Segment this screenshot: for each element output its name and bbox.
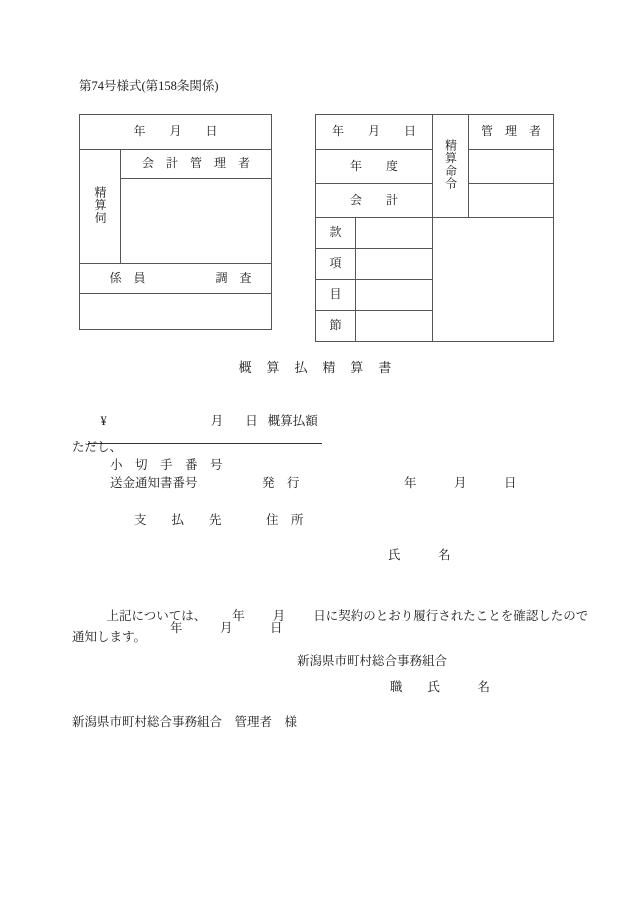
paragraph-year: 年 <box>232 609 245 624</box>
table-row <box>80 150 272 179</box>
issue-date-label: 年 月 日 <box>404 476 517 490</box>
accounting-manager-header: 会 計 管 理 者 <box>121 150 272 179</box>
amount-description: 概算払額 <box>267 413 318 428</box>
budget-label-setsu: 節 <box>316 311 356 342</box>
settlement-order-vertical-text: 精算命令 <box>443 139 458 190</box>
left-date-header: 年 月 日 <box>80 115 272 150</box>
form-number: 第74号様式(第158条関係) <box>79 79 219 93</box>
page-title: 概算払精算書 <box>238 360 407 375</box>
settlement-order-vertical-label <box>433 115 469 218</box>
paragraph-prefix: 上記については、 <box>106 609 207 624</box>
address-label: 住 所 <box>266 513 304 527</box>
right-date-header: 年 月 日 <box>316 115 433 150</box>
approximate-payment-amount-line <box>88 402 322 444</box>
budget-label-kan: 款 <box>316 218 356 249</box>
staff-inspection-row <box>80 264 272 294</box>
day-label: 日 <box>245 413 258 428</box>
signature-post-name-label: 職 氏 名 <box>390 680 491 694</box>
budget-label-moku: 目 <box>316 280 356 311</box>
payee-label: 支 払 先 <box>134 513 222 527</box>
table-row <box>80 294 272 330</box>
paragraph-line2: 通知します。 <box>72 629 147 644</box>
manager-seal-cell-1[interactable] <box>469 150 554 184</box>
paragraph-suffix: 日に契約のとおり履行されたことを確認したので <box>313 609 589 624</box>
table-row <box>316 218 554 249</box>
currency-symbol: ¥ <box>100 413 107 428</box>
addressee-line: 新潟県市町村総合事務組合 管理者 様 <box>72 715 298 729</box>
budget-value-moku[interactable] <box>356 280 433 311</box>
however-label: ただし、 <box>72 440 123 454</box>
check-number-label: 小 切 手 番 号 <box>110 458 223 472</box>
settlement-request-vertical-text: 精算伺 <box>93 186 107 224</box>
settlement-request-vertical-label <box>80 150 121 264</box>
budget-value-setsu[interactable] <box>356 311 433 342</box>
table-row <box>316 115 554 150</box>
notice-date-label: 年 月 日 <box>170 621 283 635</box>
staff-label: 係 員 <box>109 270 146 285</box>
signature-organization: 新潟県市町村総合事務組合 <box>297 654 448 668</box>
remittance-notice-label: 送金通知書番号 <box>110 476 198 490</box>
paragraph-month: 月 <box>272 609 286 624</box>
name-label: 氏 名 <box>388 548 451 562</box>
budget-label-kou: 項 <box>316 249 356 280</box>
fiscal-year-label: 年 度 <box>316 150 433 184</box>
table-row <box>80 115 272 150</box>
inspection-label: 調 査 <box>215 270 252 285</box>
accounting-manager-seal-cell[interactable] <box>121 179 272 264</box>
issue-label: 発 行 <box>262 476 300 490</box>
budget-value-kan[interactable] <box>356 218 433 249</box>
manager-seal-cell-2[interactable] <box>469 184 554 218</box>
table-row <box>80 264 272 294</box>
manager-header: 管 理 者 <box>469 115 554 150</box>
budget-value-kou[interactable] <box>356 249 433 280</box>
month-label: 月 <box>210 413 224 428</box>
settlement-order-notes-cell[interactable] <box>433 218 554 342</box>
settlement-order-table <box>315 114 554 342</box>
accounting-label: 会 計 <box>316 184 433 218</box>
staff-inspection-seal-cell[interactable] <box>80 294 272 330</box>
settlement-request-table <box>79 114 272 330</box>
